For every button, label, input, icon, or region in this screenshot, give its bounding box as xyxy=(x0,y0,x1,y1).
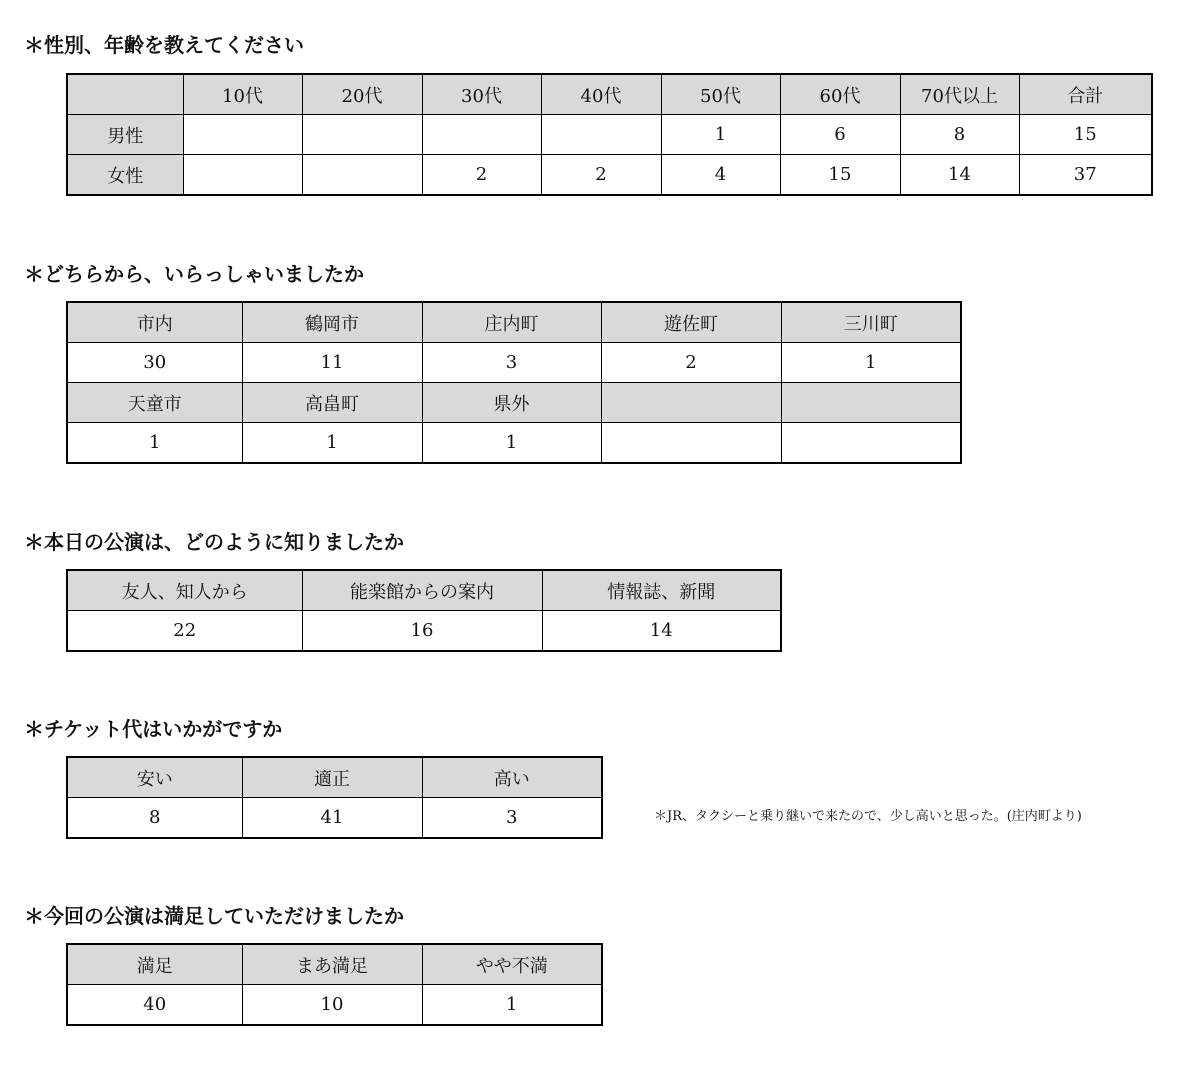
table-header-cell: 60代 xyxy=(780,74,900,115)
table-cell: 3 xyxy=(422,343,601,383)
table-cell: 41 xyxy=(242,798,422,839)
source-heading: ＊本日の公演は、どのように知りましたか xyxy=(24,530,404,554)
table-header-cell: 三川町 xyxy=(781,302,961,343)
table-cell: 2 xyxy=(601,343,781,383)
table-header-cell: 30代 xyxy=(422,74,541,115)
table-cell xyxy=(183,155,302,196)
table-cell: 1 xyxy=(781,343,961,383)
table-cell: 1 xyxy=(422,423,601,464)
table-cell xyxy=(183,115,302,155)
table-header-cell xyxy=(781,383,961,423)
table-header-cell: 県外 xyxy=(422,383,601,423)
table-cell: 1 xyxy=(242,423,422,464)
source-table xyxy=(66,569,782,652)
table-header-row xyxy=(67,570,781,611)
table-cell: 37 xyxy=(1019,155,1152,196)
table-row xyxy=(67,115,1152,155)
origin-heading: ＊どちらから、いらっしゃいましたか xyxy=(24,262,364,286)
table-cell xyxy=(302,155,422,196)
table-row xyxy=(67,985,602,1026)
table-cell: 14 xyxy=(542,611,781,652)
table-header-cell: 40代 xyxy=(541,74,661,115)
table-cell xyxy=(302,115,422,155)
table-header-cell: 合計 xyxy=(1019,74,1152,115)
table-cell: 15 xyxy=(780,155,900,196)
table-cell xyxy=(422,115,541,155)
table-header-cell: 高畠町 xyxy=(242,383,422,423)
table-cell: 8 xyxy=(67,798,242,839)
table-cell xyxy=(541,115,661,155)
table-header-cell: 10代 xyxy=(183,74,302,115)
table-cell: 40 xyxy=(67,985,242,1026)
gender-age-table xyxy=(66,73,1153,196)
table-cell: 8 xyxy=(900,115,1019,155)
table-header-cell: 50代 xyxy=(661,74,780,115)
table-header-cell: 友人、知人から xyxy=(67,570,302,611)
table-cell: 1 xyxy=(661,115,780,155)
ticket-comment-note: ＊JR、タクシーと乗り継いで来たので、少し高いと思った。(庄内町より) xyxy=(654,809,1082,824)
table-cell: 2 xyxy=(422,155,541,196)
table-header-cell: 天童市 xyxy=(67,383,242,423)
table-cell: 14 xyxy=(900,155,1019,196)
table-row xyxy=(67,798,602,839)
table-row xyxy=(67,343,961,383)
table-cell: 11 xyxy=(242,343,422,383)
table-cell: 10 xyxy=(242,985,422,1026)
table-cell: 2 xyxy=(541,155,661,196)
table-cell: 30 xyxy=(67,343,242,383)
table-cell: 1 xyxy=(422,985,602,1026)
table-header-row xyxy=(67,944,602,985)
table-header-row xyxy=(67,757,602,798)
table-header-cell: 高い xyxy=(422,757,602,798)
table-header-cell: 能楽館からの案内 xyxy=(302,570,542,611)
ticket-table xyxy=(66,756,603,839)
gender-age-heading: ＊性別、年齢を教えてください xyxy=(24,33,304,57)
table-header-cell: まあ満足 xyxy=(242,944,422,985)
table-cell: 1 xyxy=(67,423,242,464)
table-header-cell: 適正 xyxy=(242,757,422,798)
table-header-row xyxy=(67,383,961,423)
table-cell xyxy=(781,423,961,464)
table-header-row xyxy=(67,74,1152,115)
table-cell: 15 xyxy=(1019,115,1152,155)
table-cell: 16 xyxy=(302,611,542,652)
table-cell xyxy=(601,423,781,464)
satisfaction-table xyxy=(66,943,603,1026)
table-header-cell: やや不満 xyxy=(422,944,602,985)
table-header-cell: 市内 xyxy=(67,302,242,343)
table-header-cell xyxy=(601,383,781,423)
table-header-cell: 70代以上 xyxy=(900,74,1019,115)
table-header-cell: 安い xyxy=(67,757,242,798)
satisfaction-heading: ＊今回の公演は満足していただけましたか xyxy=(24,904,404,928)
table-header-row xyxy=(67,302,961,343)
table-cell: 3 xyxy=(422,798,602,839)
table-header-cell: 20代 xyxy=(302,74,422,115)
row-label-cell: 男性 xyxy=(67,115,183,155)
table-header-cell: 庄内町 xyxy=(422,302,601,343)
ticket-heading: ＊チケット代はいかがですか xyxy=(24,717,283,741)
row-label-cell: 女性 xyxy=(67,155,183,196)
table-row xyxy=(67,611,781,652)
table-header-cell: 満足 xyxy=(67,944,242,985)
table-cell: 6 xyxy=(780,115,900,155)
table-header-cell: 遊佐町 xyxy=(601,302,781,343)
origin-table xyxy=(66,301,962,464)
table-row xyxy=(67,155,1152,196)
table-cell: 22 xyxy=(67,611,302,652)
table-header-cell: 鶴岡市 xyxy=(242,302,422,343)
table-row xyxy=(67,423,961,464)
table-header-cell: 情報誌、新聞 xyxy=(542,570,781,611)
table-cell: 4 xyxy=(661,155,780,196)
table-header-cell xyxy=(67,74,183,115)
